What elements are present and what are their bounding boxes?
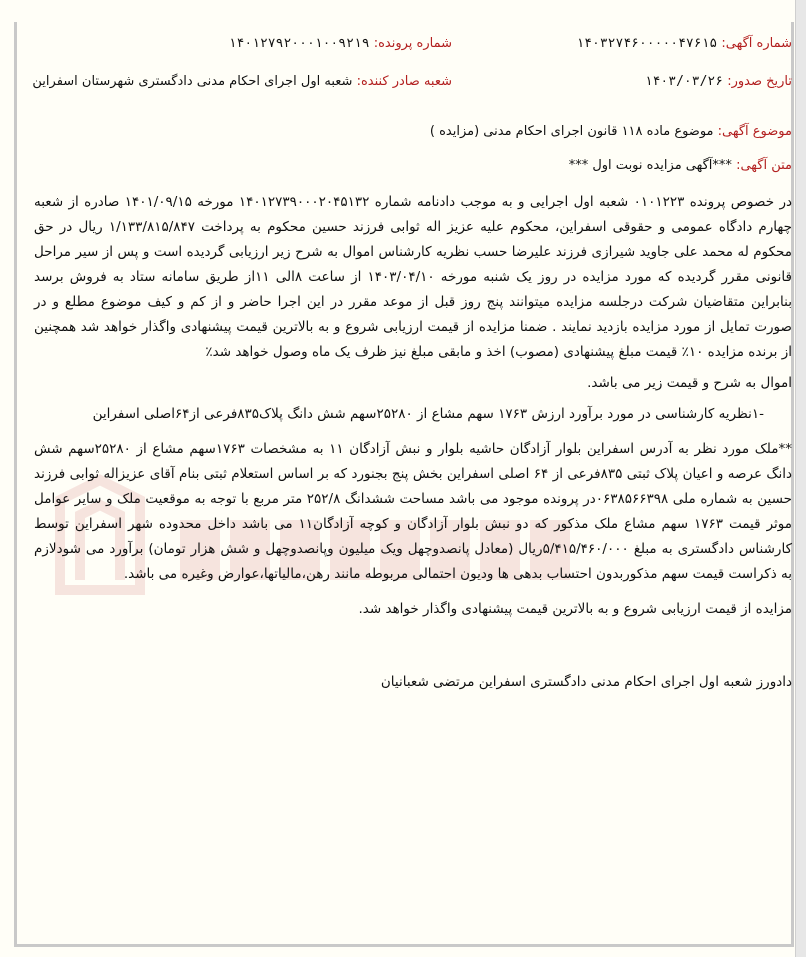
issue-date-row (645, 74, 792, 89)
body-paragraph-5: مزایده از قیمت ارزیابی شروع و به بالاترین قیمت پیشنهادی واگذار خواهد شد. (358, 601, 792, 617)
issuer-row (32, 74, 452, 89)
signature: دادورز شعبه اول اجرای احکام مدنی دادگستری اسفراین مرتضی شعبانیان (380, 674, 792, 690)
issuer-label: شعبه صادر کننده: (356, 74, 452, 89)
body-paragraph-3: -۱نظریه کارشناسی در مورد برآورد ارزش ۱۷۶۳ سهم مشاع از ۲۵۲۸۰سهم شش دانگ پلاک۸۳۵فرعی از۶۴اصلی اسفراین (92, 406, 764, 422)
ad-number-row (576, 36, 792, 51)
text-label: متن آگهی: (736, 158, 792, 173)
vertical-scrollbar[interactable] (795, 0, 806, 957)
subject-label: موضوع آگهی: (717, 124, 792, 139)
ad-number-value: ۱۴۰۳۲۷۴۶۰۰۰۰۰۴۷۶۱۵ (576, 36, 718, 51)
subject-value: موضوع ماده ۱۱۸ قانون اجرای احکام مدنی (مزایده ) (429, 124, 714, 139)
issue-date-label: تاریخ صدور: (727, 74, 792, 89)
text-title: ***آگهی مزایده نوبت اول *** (568, 158, 732, 173)
case-number-row (229, 36, 452, 51)
body-paragraph-4: **ملک مورد نظر به آدرس اسفراین بلوار آزادگان حاشیه بلوار و نبش آزادگان ۱۱ به مشخصات ۱۷۶۳سهم مشاع از ۲۵۲۸۰سهم شش دانگ عرصه و اعیان پلاک ثبتی ۸۳۵فرعی از ۶۴ اصلی اسفراین بخش پنج بجنورد که بر اساس استعلام ثبتی بنام آقای عزیزاله ثوابی فرزند حسین به شماره ملی ۰۶۳۸۵۶۶۳۹۸در پرونده موجود می باشد مساحت ششدانگ ۲۵۲/۸ متر مربع با توجه به موقعیت ملک و سایر عوامل موثر قیمت ۱۷۶۳ سهم مشاع ملک مذکور که دو نبش بلوار آزادگان و کوچه آزادگان۱۱ می باشد داخل محدوده شهر اسفراین توسط کارشناس دادگستری به مبلغ ۵/۴۱۵/۴۶۰/۰۰۰ریال (معادل پانصدوچهل ویک میلیون وپانصدوچهل و شش هزار تومان) برآورد می شودلازم به ذکراست قیمت سهم مذکوربدون احتساب بدهی ها ودیون احتمالی مربوطه مانند رهن،مالیاتها،عوارض وغیره می باشد. (34, 441, 793, 582)
text-title-row (569, 158, 792, 173)
body-paragraph-2: اموال به شرح و قیمت زیر می باشد. (587, 375, 792, 391)
issuer-value: شعبه اول اجرای احکام مدنی دادگستری شهرستان اسفراین (32, 74, 353, 89)
announcement-body (34, 190, 792, 695)
subject-row (430, 124, 792, 139)
ad-number-label: شماره آگهی: (721, 36, 792, 51)
case-number-value: ۱۴۰۱۲۷۹۲۰۰۰۱۰۰۹۲۱۹ (228, 36, 370, 51)
body-paragraph-1: در خصوص پرونده ۰۱۰۱۲۲۳ شعبه اول اجرایی و به موجب دادنامه شماره ۱۴۰۱۲۷۳۹۰۰۰۲۰۴۵۱۳۲ مورخه ۱۴۰۱/۰۹/۱۵ صادره از شعبه چهارم دادگاه عمومی و حقوقی اسفراین، محکوم علیه عزیز اله ثوابی فرزند حسین محکوم به پرداخت ۱/۱۳۳/۸۱۵/۸۴۷ ریال در حق محکوم له محمد علی جاوید شیرازی فرزند علیرضا حسب نظریه کارشناس اموال به شرح زیر ارزیابی گردیده است و پس از سیر مراحل قانونی مقرر گردیده که مورد مزایده در روز یک شنبه مورخه ۱۴۰۳/۰۴/۱۰ از ساعت ۸الی ۱۱از طریق سامانه ستاد به فروش برسد بنابراین متقاضیان شرکت درجلسه مزایده میتوانند پنج روز قبل از موعد مقرر در این اجرا حاضر و از کم و کیف موضوع مطلع و در صورت تمایل از مورد مزایده بازدید نمایند . ضمنا مزایده از قیمت ارزیابی شروع و به بالاترین قیمت پیشنهادی واگذار خواهد شد همچنین از برنده مزایده ۱۰٪ قیمت مبلغ پیشنهادی (مصوب) اخذ و مابقی مبلغ نیز ظرف یک ماه وصول خواهد شد٪ (34, 194, 792, 360)
issue-date-value: ۱۴۰۳/۰۳/۲۶ (644, 74, 724, 89)
case-number-label: شماره پرونده: (373, 36, 452, 51)
